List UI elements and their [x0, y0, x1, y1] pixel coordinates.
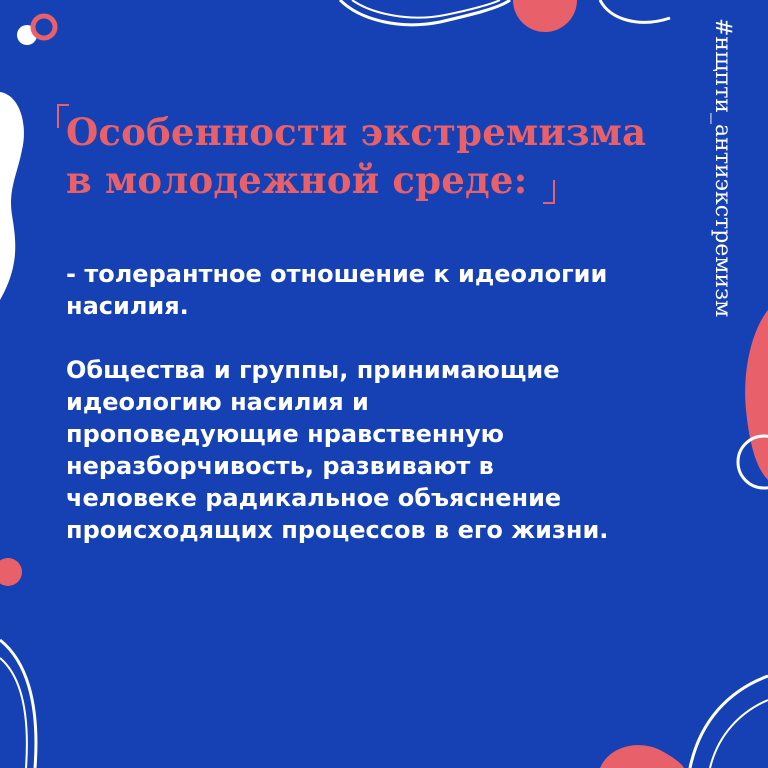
paragraph-2-line: идеологию насилия и — [66, 388, 369, 416]
title-line-2: в молодежной среде: — [66, 158, 528, 202]
paragraph-1 — [66, 258, 726, 322]
title-line-1: Особенности экстремизма — [66, 110, 647, 154]
white-curve-bottom-right — [690, 676, 768, 768]
coral-dot-left — [0, 558, 22, 586]
paragraph-2-line: проповедующие нравственную — [66, 420, 505, 448]
paragraph-2-line: происходящих процессов в его жизни. — [66, 516, 609, 544]
white-curve-bottom-left-2 — [0, 658, 27, 768]
coral-blob-bottom — [600, 745, 684, 768]
paragraph-1-line: - толерантное отношение к идеологии — [66, 260, 608, 288]
slide-title — [66, 108, 706, 204]
body-text — [66, 258, 726, 546]
coral-ring — [33, 16, 55, 38]
white-line-top-2 — [352, 0, 500, 18]
white-line-top-right — [600, 0, 670, 22]
paragraph-2 — [66, 354, 726, 546]
paragraph-2-line: неразборчивость, развивают в — [66, 452, 494, 480]
coral-blob-right — [745, 310, 768, 480]
coral-blob-top — [513, 0, 577, 32]
white-blob-left — [0, 92, 24, 300]
white-line-top — [340, 0, 510, 25]
paragraph-1-line: насилия. — [66, 292, 189, 320]
paragraph-2-line: Общества и группы, принимающие — [66, 356, 560, 384]
paragraph-2-line: человеке радикальное объяснение — [66, 484, 562, 512]
white-curve-bottom-left — [0, 640, 36, 768]
hashtag-label: #нщпти_антиэкстремизм — [710, 18, 735, 318]
